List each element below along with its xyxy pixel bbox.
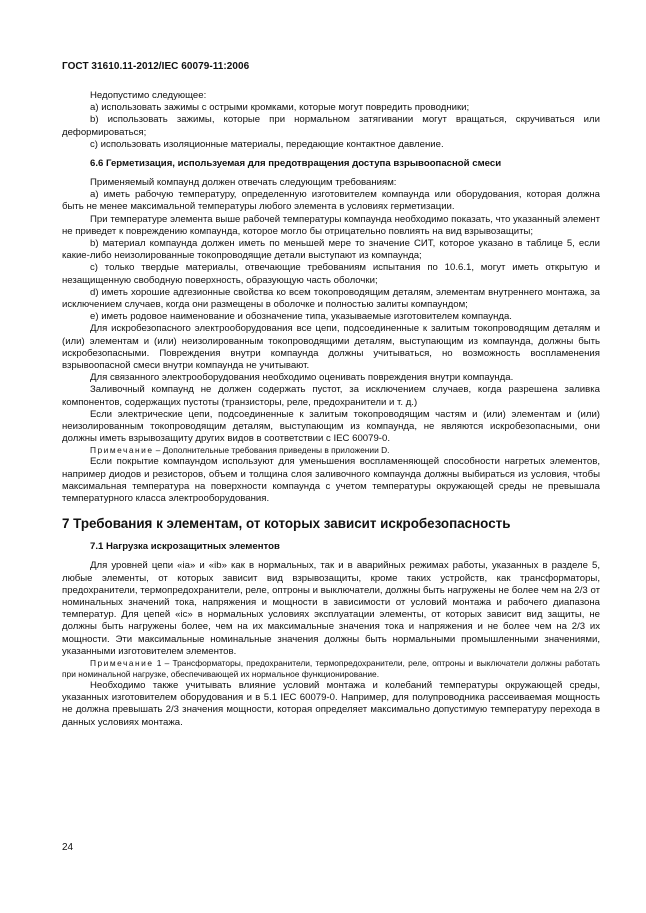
paragraph: Если электрические цепи, подсоединенные к залитым токопроводящим частям и (или) элементам и (или) неизолированным токопроводящим деталям, выступающим из компаунда, не являются искробезопасными, они должны иметь взрывозащиту других видов в соответствии с IEC 60079-0. [62,408,600,445]
paragraph: Применяемый компаунд должен отвечать следующим требованиям: [90,177,397,189]
paragraph: Для уровней цепи «ia» и «ib» как в нормальных, так и в аварийных режимах работы, указанных в разделе 5, любые элементы, от которых зависит вид взрывозащиты, кроме таких устройств, как трансформаторы, предохранители, термопредохранители, реле, оптроны и выключатели, должны быть нагружены не более чем на 2/3 от номинальных значений тока, напряжения и мощности в зависимости от условий монтажа и рабочего диапазона температур. Для цепей «ic» в нормальных условиях эксплуатации элементы, от которых зависит вид защиты, не должны быть нагружены более, чем на их максимальные значения тока и напряжения и не более чем на 2/3 их мощности. Эти максимальные номинальные значения должны быть нормальными промышленными значениями, указанными изготовителем элементов. [62,560,600,657]
paragraph: Если покрытие компаундом используют для уменьшения воспламеняющей способности нагретых элементов, например диодов и резисторов, объем и толщина слоя заливочного компаунда должны выбираться из условия, чтобы максимальная температура на поверхности компаунда с учетом температуры окружающей среды не превышала температурного класса электрооборудования. [62,456,600,505]
standard-header: ГОСТ 31610.11-2012/IEC 60079-11:2006 [62,61,250,72]
list-item: b) использовать зажимы, которые при нормальном затягивании могут вращаться, скручиваться или деформироваться; [62,114,600,138]
page-number: 24 [62,842,74,853]
note-label: Примечание [90,657,154,668]
paragraph: Необходимо также учитывать влияние условий монтажа и колебаний температуры окружающей среды, указанных изготовителем оборудования и в 5.1 IEC 60079-0. Например, для полупроводника рассеиваемая мощность не должна превышать 2/3 значения мощности, которая определяет максимально допустимую температуру перехода в данных условиях монтажа. [62,679,600,728]
note [62,658,600,680]
paragraph: При температуре элемента выше рабочей температуры компаунда необходимо показать, что указанный элемент не приведет к повреждению компаунда, которое могло бы отрицательно повлиять на вид взрывозащиты; [62,213,600,237]
list-item: а) иметь рабочую температуру, определенную изготовителем компаунда или оборудования, которая должна быть не менее максимальной температуры любого элемента в условиях герметизации. [62,189,600,213]
section-heading-6-6: 6.6 Герметизация, используемая для предотвращения доступа взрывоопасной смеси [90,158,502,170]
section-heading-7: 7 Требования к элементам, от которых зависит искробезопасность [62,516,511,532]
paragraph: Для связанного электрооборудования необходимо оценивать повреждения внутри компаунда. [90,372,514,384]
document-body [62,90,600,729]
list-item: e) иметь родовое наименование и обозначение типа, указываемые изготовителем компаунда. [90,311,512,323]
section-heading-7-1: 7.1 Нагрузка искрозащитных элементов [90,541,280,553]
list-item: c) только твердые материалы, отвечающие требованиям испытания по 10.6.1, могут иметь открытую и незащищенную свободную поверхность, образующую часть оболочки; [62,262,600,286]
list-item: b) материал компаунда должен иметь по меньшей мере то значение СИТ, которое указано в таблице 5, если какие-либо неизолированные токопроводящие детали выступают из компаунда; [62,238,600,262]
list-item: c) использовать изоляционные материалы, передающие контактное давление. [90,138,444,150]
list-item: d) иметь хорошие адгезионные свойства ко всем токопроводящим деталям, элементам внутреннего монтажа, за исключением случаев, когда они размещены в оболочке и полностью залиты компаундом; [62,286,600,311]
note-text: – Дополнительные требования приведены в приложении D. [153,445,390,456]
paragraph: Недопустимо следующее: [90,90,207,101]
note-label: Примечание [90,445,154,456]
paragraph: Заливочный компаунд не должен содержать пустот, за исключением случаев, когда разрешена заливка компонентов, содержащих пустоты (транзисторы, реле, предохранители и т. д.) [62,384,600,408]
note [62,445,600,456]
paragraph: Для искробезопасного электрооборудования все цепи, подсоединенные к залитым токопроводящим деталям и (или) элементам и (или) неизолированным токопроводящими деталям, выступающим из компаунда, должны быть искробезопасными. Повреждения внутри компаунда должны учитываться, но возможность воспламенения взрывоопасной смеси внутри компаунда не учитывают. [62,323,600,372]
note-text: 1 – Трансформаторы, предохранители, термопредохранители, реле, оптроны и выключатели должны работать при номинальной нагрузке, обеспечивающей их нормальное функционирование. [62,657,600,679]
list-item: a) использовать зажимы с острыми кромками, которые могут повредить проводники; [90,102,470,114]
